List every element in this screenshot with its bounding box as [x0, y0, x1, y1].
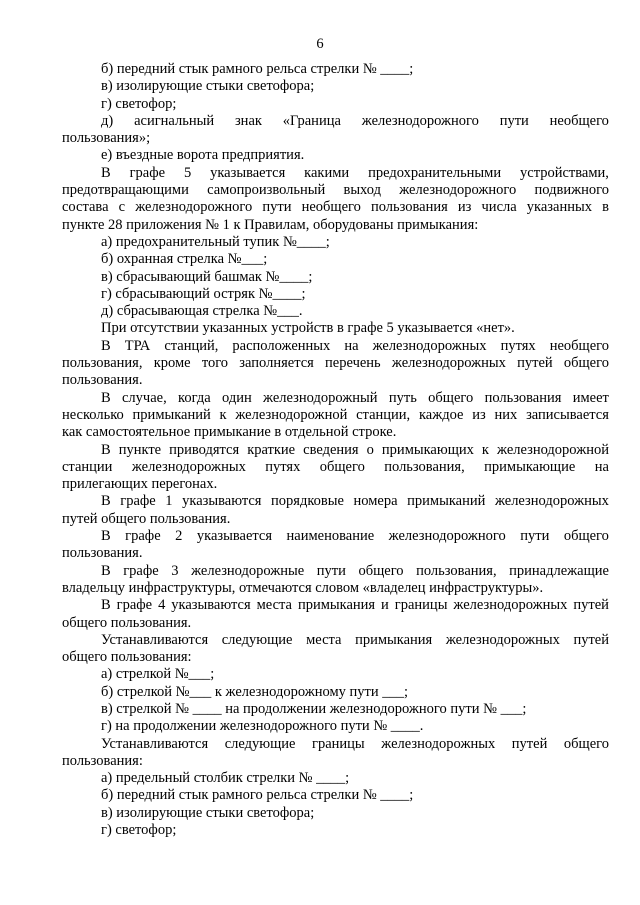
word: «Граница	[282, 112, 341, 129]
word: 5	[183, 164, 192, 181]
word: 2	[175, 528, 183, 545]
text-line: б) охранная стрелка №___;	[101, 251, 268, 268]
word: подвижного	[534, 182, 609, 199]
word: необщего	[549, 337, 609, 354]
word: пути	[520, 528, 550, 545]
word: указывается	[196, 528, 273, 545]
word: записывается	[526, 406, 609, 423]
text-line	[62, 563, 609, 580]
word: примыкания	[355, 631, 433, 648]
word: перечень	[325, 355, 381, 372]
word: в	[602, 199, 609, 216]
text-line: владельцу инфраструктуры, отмечаются словом «владелец инфраструктуры».	[62, 579, 544, 596]
word: железнодорожного	[388, 528, 506, 545]
word: путей	[573, 597, 609, 614]
text-line: г) светофор;	[101, 822, 177, 839]
word: примыканий	[407, 493, 486, 510]
word: общего	[563, 735, 609, 752]
word: краткие	[247, 441, 296, 458]
text-line: б) стрелкой №___ к железнодорожному пути ___;	[101, 683, 409, 700]
word: В	[101, 562, 111, 579]
text-line: пункте 28 приложения № 1 к Правилам, оборудованы примыкания:	[62, 216, 479, 233]
word: графе	[120, 493, 156, 510]
word: сведения	[303, 441, 359, 458]
document-body	[62, 61, 609, 839]
word: самопроизвольный	[207, 182, 326, 199]
word: Устанавливаются	[101, 631, 209, 648]
word: путь	[388, 389, 417, 406]
text-line: в) сбрасывающий башмак №____;	[101, 268, 313, 285]
word: устройствами,	[520, 164, 609, 181]
word: из	[472, 406, 486, 423]
word: и	[381, 597, 389, 614]
text-line: пользования.	[62, 545, 143, 562]
word: д)	[101, 112, 114, 129]
word: предохранительными	[368, 164, 502, 181]
word: указывается	[210, 164, 286, 181]
word: В	[101, 597, 111, 614]
word: В	[101, 164, 111, 181]
text-line: путей общего пользования.	[62, 510, 231, 527]
text-line	[62, 459, 609, 476]
word: путей	[573, 631, 609, 648]
word: с	[118, 199, 126, 216]
word: указываются	[171, 597, 251, 614]
word: предотвращающими	[62, 182, 189, 199]
text-line: прилегающих перегонах.	[62, 476, 218, 493]
text-line: общего пользования:	[62, 649, 192, 666]
word: следующие	[224, 735, 296, 752]
word: примыкающих	[381, 441, 474, 458]
text-line	[62, 736, 609, 753]
text-line: а) предохранительный тупик №____;	[101, 233, 330, 250]
word: путях	[265, 458, 301, 475]
text-line	[62, 355, 609, 372]
text-line: г) светофор;	[101, 95, 177, 112]
word: указываются	[182, 493, 262, 510]
word: железнодорожных	[372, 337, 487, 354]
word: того	[201, 355, 229, 372]
word: к	[219, 406, 227, 423]
text-line: пользования.	[62, 372, 143, 389]
word: 1	[165, 493, 173, 510]
word: состава	[62, 199, 109, 216]
word: пользования,	[416, 562, 497, 579]
word: когда	[178, 389, 211, 406]
word: В	[101, 389, 111, 406]
word: общего	[358, 562, 404, 579]
word: В	[101, 337, 111, 354]
word: расположенных	[232, 337, 331, 354]
word: примыкания	[297, 597, 376, 614]
word: путей	[511, 735, 548, 752]
word: 3	[171, 562, 179, 579]
word: железнодорожного	[361, 112, 479, 129]
word: железнодорожных	[445, 631, 560, 648]
word: пути	[262, 199, 292, 216]
word: железнодорожной	[235, 406, 348, 423]
word: железнодорожных	[381, 735, 496, 752]
word: В	[101, 493, 111, 510]
word: железнодорожных	[494, 493, 609, 510]
text-line: д) сбрасывающая стрелка №___.	[101, 303, 303, 320]
word: пользования,	[384, 458, 465, 475]
word: один	[221, 389, 252, 406]
word: железнодорожных	[453, 597, 568, 614]
text-line	[62, 113, 609, 130]
word: станций,	[164, 337, 219, 354]
text-line	[62, 182, 609, 199]
text-line	[62, 165, 609, 182]
word: графе	[129, 164, 166, 181]
word: несколько	[62, 406, 124, 423]
word: случае,	[122, 389, 167, 406]
text-line	[62, 528, 609, 545]
text-line: как самостоятельное примыкание в отдельной строке.	[62, 424, 397, 441]
word: места	[306, 631, 342, 648]
word: следующие	[221, 631, 293, 648]
text-line: г) сбрасывающий остряк №____;	[101, 285, 306, 302]
word: графе	[125, 528, 161, 545]
word: имеет	[572, 389, 609, 406]
text-line: б) передний стык рамного рельса стрелки № ____;	[101, 787, 414, 804]
word: станции,	[356, 406, 411, 423]
word: асигнальный	[134, 112, 215, 129]
word: пользования,	[62, 355, 143, 372]
word: о	[366, 441, 374, 458]
word: общего	[319, 458, 365, 475]
text-line	[62, 390, 609, 407]
word: числа	[481, 199, 517, 216]
word: железнодорожной	[497, 441, 609, 458]
word: границы	[312, 735, 365, 752]
word: путях	[500, 337, 536, 354]
word: ТРА	[124, 337, 151, 354]
word: пользования	[484, 389, 562, 406]
word: пользования	[370, 199, 448, 216]
text-line: а) стрелкой №___;	[101, 666, 215, 683]
word: путей	[517, 355, 553, 372]
word: железнодорожный	[263, 389, 378, 406]
word: на	[594, 458, 609, 475]
word: В	[101, 528, 111, 545]
word: кроме	[153, 355, 191, 372]
word: В	[101, 441, 111, 458]
word: принадлежащие	[509, 562, 609, 579]
text-line: пользования:	[62, 752, 143, 769]
text-line: общего пользования.	[62, 614, 192, 631]
word: железнодорожного	[135, 199, 253, 216]
word: общего	[563, 355, 609, 372]
word: пути	[499, 112, 529, 129]
word: железнодорожных	[131, 458, 246, 475]
word: каждое	[418, 406, 464, 423]
text-line: При отсутствии указанных устройств в графе 5 указывается «нет».	[101, 320, 515, 337]
word: какими	[304, 164, 350, 181]
text-line: е) въездные ворота предприятия.	[101, 147, 305, 164]
word: железнодорожного	[399, 182, 517, 199]
word: железнодорожные	[191, 562, 305, 579]
word: 4	[158, 597, 166, 614]
word: пункте	[118, 441, 162, 458]
word: графе	[116, 597, 153, 614]
text-line	[62, 338, 609, 355]
text-line: а) предельный столбик стрелки № ____;	[101, 770, 350, 787]
text-line	[62, 442, 609, 459]
word: приводятся	[169, 441, 240, 458]
word: на	[344, 337, 359, 354]
text-line: г) на продолжении железнодорожного пути № ____.	[101, 718, 424, 735]
word: общего	[428, 389, 474, 406]
word: примыкающие	[484, 458, 576, 475]
text-line: пользования»;	[62, 130, 151, 147]
word: необщего	[301, 199, 361, 216]
word: границы	[394, 597, 448, 614]
word: из	[457, 199, 472, 216]
word: необщего	[549, 112, 609, 129]
word: Устанавливаются	[101, 735, 209, 752]
text-line: в) изолирующие стыки светофора;	[101, 804, 315, 821]
word: железнодорожных	[391, 355, 506, 372]
word: наименование	[286, 528, 375, 545]
text-line	[62, 597, 609, 614]
page-number: 6	[316, 36, 324, 52]
text-line: в) изолирующие стыки светофора;	[101, 78, 315, 95]
word: указанных	[526, 199, 592, 216]
text-line	[62, 493, 609, 510]
text-line: б) передний стык рамного рельса стрелки № ____;	[101, 61, 414, 77]
word: пути	[316, 562, 346, 579]
word: них	[494, 406, 518, 423]
word: заполняется	[239, 355, 314, 372]
word: к	[481, 441, 489, 458]
text-line	[62, 199, 609, 216]
word: места	[256, 597, 292, 614]
word: общего	[563, 528, 609, 545]
word: выход	[343, 182, 381, 199]
word: станции	[62, 458, 113, 475]
word: знак	[234, 112, 262, 129]
text-line: в) стрелкой № ____ на продолжении железнодорожного пути № ___;	[101, 700, 527, 717]
word: номера	[353, 493, 398, 510]
word: графе	[123, 562, 159, 579]
word: примыканий	[132, 406, 211, 423]
word: порядковые	[271, 493, 344, 510]
text-line	[62, 407, 609, 424]
text-line	[62, 632, 609, 649]
